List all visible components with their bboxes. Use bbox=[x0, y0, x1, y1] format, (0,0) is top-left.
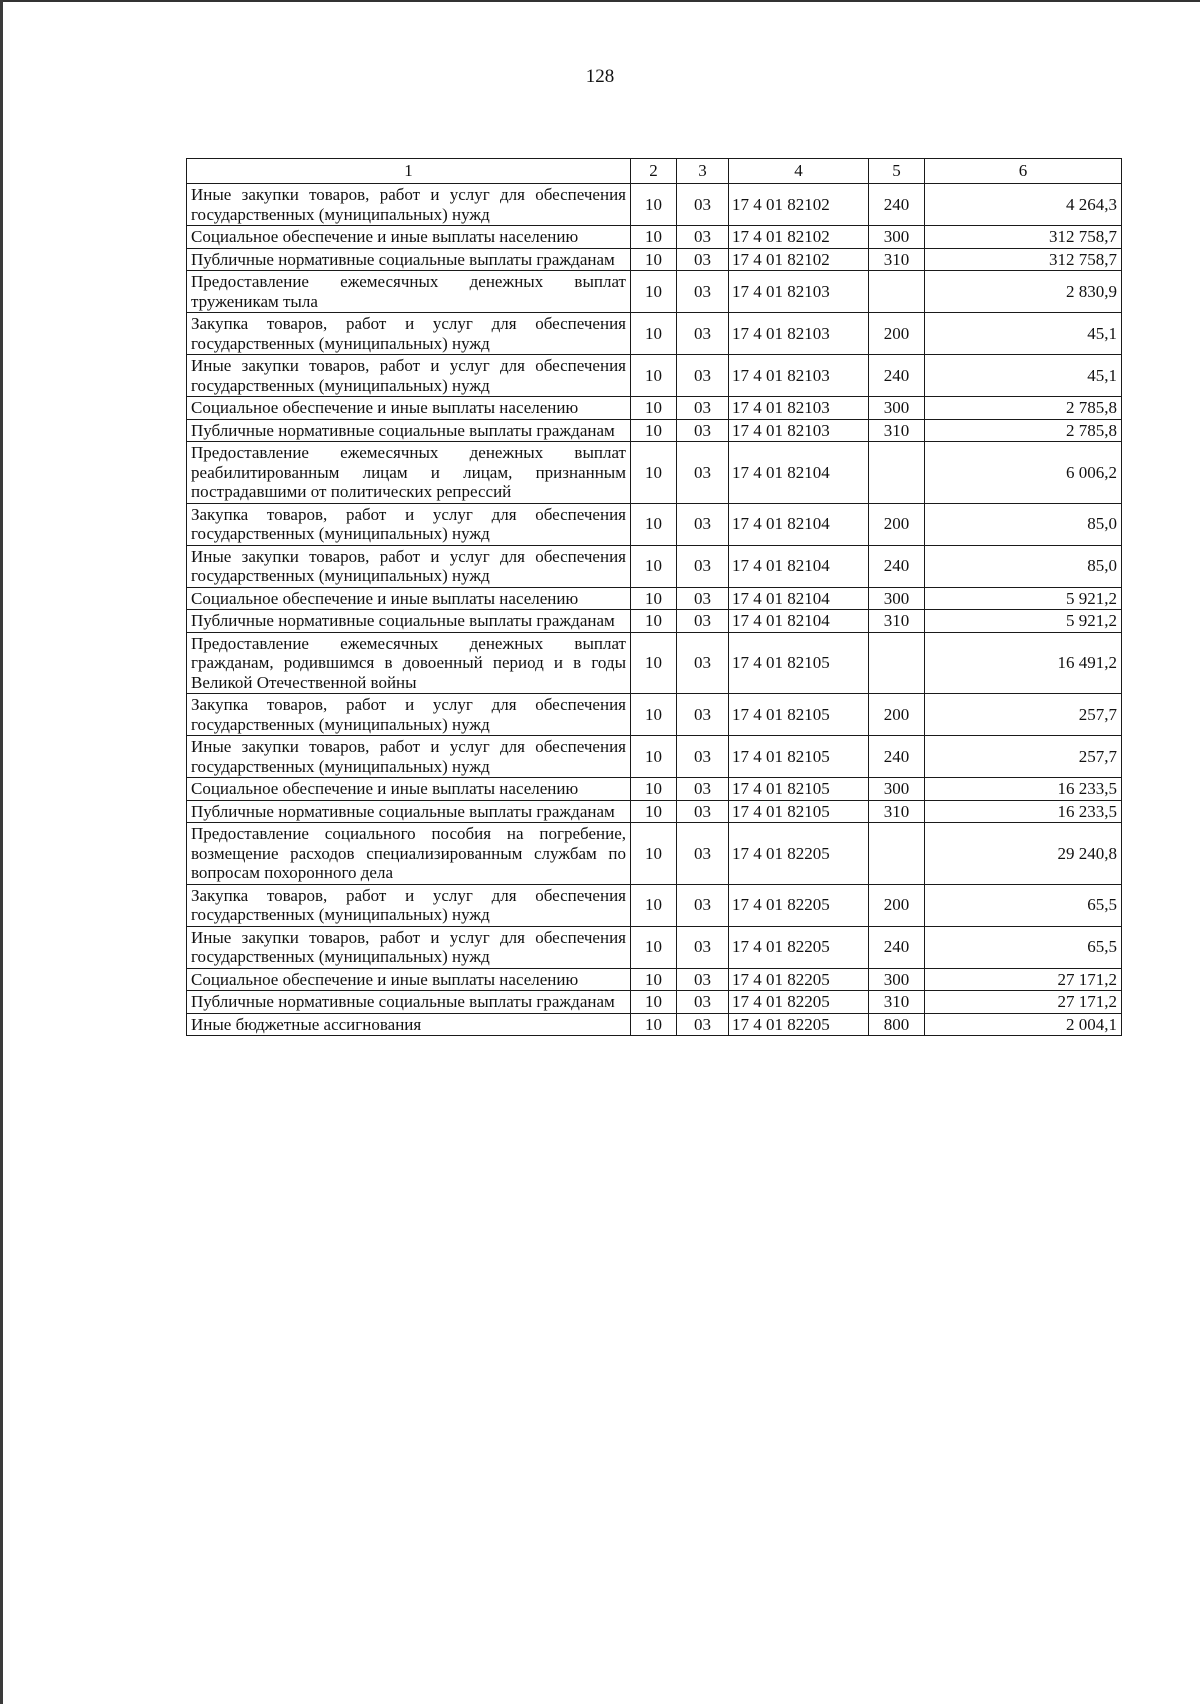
row-amount-cell: 27 171,2 bbox=[925, 968, 1122, 991]
row-col2-cell: 10 bbox=[631, 884, 677, 926]
row-col5-cell: 240 bbox=[869, 184, 925, 226]
row-col3-cell: 03 bbox=[677, 248, 729, 271]
row-col5-cell: 200 bbox=[869, 313, 925, 355]
budget-table bbox=[186, 158, 1122, 1036]
row-name-cell: Иные закупки товаров, работ и услуг для обеспечения государственных (муниципальных) нужд bbox=[187, 184, 631, 226]
table-row bbox=[187, 503, 1122, 545]
row-name-cell: Публичные нормативные социальные выплаты гражданам bbox=[187, 248, 631, 271]
table-row bbox=[187, 884, 1122, 926]
row-col3-cell: 03 bbox=[677, 823, 729, 885]
row-name-cell: Закупка товаров, работ и услуг для обеспечения государственных (муниципальных) нужд bbox=[187, 694, 631, 736]
row-col2-cell: 10 bbox=[631, 694, 677, 736]
row-amount-cell: 16 233,5 bbox=[925, 800, 1122, 823]
row-amount-cell: 27 171,2 bbox=[925, 991, 1122, 1014]
row-col3-cell: 03 bbox=[677, 271, 729, 313]
row-col3-cell: 03 bbox=[677, 694, 729, 736]
row-code-cell: 17 4 01 82105 bbox=[729, 800, 869, 823]
row-amount-cell: 85,0 bbox=[925, 503, 1122, 545]
row-col5-cell: 300 bbox=[869, 587, 925, 610]
row-amount-cell: 257,7 bbox=[925, 694, 1122, 736]
column-header-4: 4 bbox=[729, 159, 869, 184]
row-col5-cell: 300 bbox=[869, 397, 925, 420]
row-name-cell: Закупка товаров, работ и услуг для обеспечения государственных (муниципальных) нужд bbox=[187, 884, 631, 926]
row-code-cell: 17 4 01 82104 bbox=[729, 442, 869, 504]
row-col3-cell: 03 bbox=[677, 610, 729, 633]
row-amount-cell: 2 785,8 bbox=[925, 397, 1122, 420]
row-col2-cell: 10 bbox=[631, 545, 677, 587]
row-col5-cell: 300 bbox=[869, 968, 925, 991]
row-col3-cell: 03 bbox=[677, 884, 729, 926]
row-name-cell: Иные бюджетные ассигнования bbox=[187, 1013, 631, 1036]
row-amount-cell: 29 240,8 bbox=[925, 823, 1122, 885]
row-col2-cell: 10 bbox=[631, 778, 677, 801]
row-name-cell: Иные закупки товаров, работ и услуг для обеспечения государственных (муниципальных) нужд bbox=[187, 926, 631, 968]
column-header-1: 1 bbox=[187, 159, 631, 184]
row-col5-cell bbox=[869, 632, 925, 694]
table-row bbox=[187, 419, 1122, 442]
row-col3-cell: 03 bbox=[677, 800, 729, 823]
row-col3-cell: 03 bbox=[677, 442, 729, 504]
column-header-6: 6 bbox=[925, 159, 1122, 184]
row-code-cell: 17 4 01 82103 bbox=[729, 355, 869, 397]
table-row bbox=[187, 800, 1122, 823]
row-name-cell: Иные закупки товаров, работ и услуг для обеспечения государственных (муниципальных) нужд bbox=[187, 355, 631, 397]
row-code-cell: 17 4 01 82104 bbox=[729, 503, 869, 545]
table-body bbox=[187, 184, 1122, 1036]
row-col2-cell: 10 bbox=[631, 968, 677, 991]
row-col5-cell: 200 bbox=[869, 503, 925, 545]
row-amount-cell: 4 264,3 bbox=[925, 184, 1122, 226]
table-row bbox=[187, 442, 1122, 504]
row-col3-cell: 03 bbox=[677, 313, 729, 355]
row-code-cell: 17 4 01 82102 bbox=[729, 184, 869, 226]
row-col3-cell: 03 bbox=[677, 587, 729, 610]
scan-left-border bbox=[0, 0, 3, 1704]
row-amount-cell: 5 921,2 bbox=[925, 587, 1122, 610]
table-row bbox=[187, 313, 1122, 355]
row-col3-cell: 03 bbox=[677, 545, 729, 587]
row-col2-cell: 10 bbox=[631, 610, 677, 633]
row-code-cell: 17 4 01 82105 bbox=[729, 778, 869, 801]
row-name-cell: Публичные нормативные социальные выплаты гражданам bbox=[187, 991, 631, 1014]
row-name-cell: Закупка товаров, работ и услуг для обеспечения государственных (муниципальных) нужд bbox=[187, 503, 631, 545]
row-amount-cell: 6 006,2 bbox=[925, 442, 1122, 504]
table-row bbox=[187, 355, 1122, 397]
row-code-cell: 17 4 01 82103 bbox=[729, 419, 869, 442]
row-code-cell: 17 4 01 82103 bbox=[729, 397, 869, 420]
table-row bbox=[187, 1013, 1122, 1036]
column-header-2: 2 bbox=[631, 159, 677, 184]
table-row bbox=[187, 248, 1122, 271]
row-code-cell: 17 4 01 82104 bbox=[729, 545, 869, 587]
row-amount-cell: 85,0 bbox=[925, 545, 1122, 587]
row-col5-cell: 240 bbox=[869, 545, 925, 587]
row-col2-cell: 10 bbox=[631, 419, 677, 442]
row-col5-cell: 200 bbox=[869, 694, 925, 736]
row-amount-cell: 2 830,9 bbox=[925, 271, 1122, 313]
row-col3-cell: 03 bbox=[677, 1013, 729, 1036]
row-col2-cell: 10 bbox=[631, 184, 677, 226]
row-name-cell: Социальное обеспечение и иные выплаты населению bbox=[187, 778, 631, 801]
table-row bbox=[187, 823, 1122, 885]
row-col2-cell: 10 bbox=[631, 226, 677, 249]
row-name-cell: Социальное обеспечение и иные выплаты населению bbox=[187, 226, 631, 249]
row-code-cell: 17 4 01 82205 bbox=[729, 884, 869, 926]
row-code-cell: 17 4 01 82104 bbox=[729, 610, 869, 633]
row-col5-cell: 200 bbox=[869, 884, 925, 926]
row-amount-cell: 45,1 bbox=[925, 355, 1122, 397]
row-col5-cell: 300 bbox=[869, 226, 925, 249]
row-col5-cell: 800 bbox=[869, 1013, 925, 1036]
row-col2-cell: 10 bbox=[631, 632, 677, 694]
row-col5-cell bbox=[869, 442, 925, 504]
row-col2-cell: 10 bbox=[631, 736, 677, 778]
row-col5-cell: 310 bbox=[869, 991, 925, 1014]
row-amount-cell: 16 233,5 bbox=[925, 778, 1122, 801]
row-name-cell: Социальное обеспечение и иные выплаты населению bbox=[187, 587, 631, 610]
row-name-cell: Предоставление ежемесячных денежных выплат труженикам тыла bbox=[187, 271, 631, 313]
header-row bbox=[187, 159, 1122, 184]
row-col2-cell: 10 bbox=[631, 313, 677, 355]
row-name-cell: Публичные нормативные социальные выплаты гражданам bbox=[187, 610, 631, 633]
row-col3-cell: 03 bbox=[677, 355, 729, 397]
row-name-cell: Социальное обеспечение и иные выплаты населению bbox=[187, 397, 631, 420]
row-amount-cell: 312 758,7 bbox=[925, 248, 1122, 271]
row-code-cell: 17 4 01 82205 bbox=[729, 991, 869, 1014]
row-name-cell: Публичные нормативные социальные выплаты гражданам bbox=[187, 800, 631, 823]
row-col5-cell: 240 bbox=[869, 355, 925, 397]
row-col5-cell: 310 bbox=[869, 800, 925, 823]
row-name-cell: Публичные нормативные социальные выплаты гражданам bbox=[187, 419, 631, 442]
row-amount-cell: 16 491,2 bbox=[925, 632, 1122, 694]
row-code-cell: 17 4 01 82104 bbox=[729, 587, 869, 610]
row-col5-cell: 300 bbox=[869, 778, 925, 801]
table-row bbox=[187, 397, 1122, 420]
row-col5-cell bbox=[869, 271, 925, 313]
row-col3-cell: 03 bbox=[677, 926, 729, 968]
row-code-cell: 17 4 01 82105 bbox=[729, 632, 869, 694]
table-row bbox=[187, 926, 1122, 968]
row-code-cell: 17 4 01 82205 bbox=[729, 823, 869, 885]
row-col2-cell: 10 bbox=[631, 926, 677, 968]
row-col2-cell: 10 bbox=[631, 587, 677, 610]
row-amount-cell: 65,5 bbox=[925, 884, 1122, 926]
row-name-cell: Предоставление ежемесячных денежных выплат реабилитированным лицам и лицам, признанным пострадавшими от политических репрессий bbox=[187, 442, 631, 504]
column-header-5: 5 bbox=[869, 159, 925, 184]
row-col3-cell: 03 bbox=[677, 503, 729, 545]
row-col5-cell: 310 bbox=[869, 419, 925, 442]
row-col3-cell: 03 bbox=[677, 968, 729, 991]
table-row bbox=[187, 184, 1122, 226]
row-col3-cell: 03 bbox=[677, 226, 729, 249]
row-col2-cell: 10 bbox=[631, 248, 677, 271]
row-col5-cell: 310 bbox=[869, 248, 925, 271]
row-code-cell: 17 4 01 82102 bbox=[729, 248, 869, 271]
row-name-cell: Закупка товаров, работ и услуг для обеспечения государственных (муниципальных) нужд bbox=[187, 313, 631, 355]
row-amount-cell: 45,1 bbox=[925, 313, 1122, 355]
row-col3-cell: 03 bbox=[677, 419, 729, 442]
row-col2-cell: 10 bbox=[631, 503, 677, 545]
row-code-cell: 17 4 01 82102 bbox=[729, 226, 869, 249]
row-amount-cell: 2 785,8 bbox=[925, 419, 1122, 442]
row-amount-cell: 5 921,2 bbox=[925, 610, 1122, 633]
table-row bbox=[187, 968, 1122, 991]
table-header bbox=[187, 159, 1122, 184]
table-row bbox=[187, 632, 1122, 694]
table-row bbox=[187, 271, 1122, 313]
row-code-cell: 17 4 01 82205 bbox=[729, 926, 869, 968]
row-code-cell: 17 4 01 82205 bbox=[729, 968, 869, 991]
row-col3-cell: 03 bbox=[677, 778, 729, 801]
row-code-cell: 17 4 01 82205 bbox=[729, 1013, 869, 1036]
row-col5-cell: 310 bbox=[869, 610, 925, 633]
table-row bbox=[187, 991, 1122, 1014]
row-code-cell: 17 4 01 82103 bbox=[729, 271, 869, 313]
row-amount-cell: 257,7 bbox=[925, 736, 1122, 778]
row-col2-cell: 10 bbox=[631, 1013, 677, 1036]
row-col2-cell: 10 bbox=[631, 271, 677, 313]
row-col3-cell: 03 bbox=[677, 184, 729, 226]
table-row bbox=[187, 226, 1122, 249]
table-row bbox=[187, 587, 1122, 610]
row-col3-cell: 03 bbox=[677, 397, 729, 420]
table-row bbox=[187, 694, 1122, 736]
row-code-cell: 17 4 01 82105 bbox=[729, 736, 869, 778]
row-code-cell: 17 4 01 82103 bbox=[729, 313, 869, 355]
row-name-cell: Предоставление ежемесячных денежных выплат гражданам, родившимся в довоенный период и в годы Великой Отечественной войны bbox=[187, 632, 631, 694]
table-row bbox=[187, 610, 1122, 633]
row-col2-cell: 10 bbox=[631, 800, 677, 823]
row-col2-cell: 10 bbox=[631, 397, 677, 420]
row-name-cell: Иные закупки товаров, работ и услуг для обеспечения государственных (муниципальных) нужд bbox=[187, 736, 631, 778]
row-name-cell: Социальное обеспечение и иные выплаты населению bbox=[187, 968, 631, 991]
table-row bbox=[187, 778, 1122, 801]
row-amount-cell: 312 758,7 bbox=[925, 226, 1122, 249]
row-col3-cell: 03 bbox=[677, 991, 729, 1014]
row-col3-cell: 03 bbox=[677, 736, 729, 778]
row-col2-cell: 10 bbox=[631, 991, 677, 1014]
row-code-cell: 17 4 01 82105 bbox=[729, 694, 869, 736]
row-col2-cell: 10 bbox=[631, 442, 677, 504]
column-header-3: 3 bbox=[677, 159, 729, 184]
page-number: 128 bbox=[585, 66, 615, 87]
row-name-cell: Иные закупки товаров, работ и услуг для обеспечения государственных (муниципальных) нужд bbox=[187, 545, 631, 587]
row-amount-cell: 2 004,1 bbox=[925, 1013, 1122, 1036]
row-col3-cell: 03 bbox=[677, 632, 729, 694]
row-name-cell: Предоставление социального пособия на погребение, возмещение расходов специализированным службам по вопросам похоронного дела bbox=[187, 823, 631, 885]
row-amount-cell: 65,5 bbox=[925, 926, 1122, 968]
row-col5-cell bbox=[869, 823, 925, 885]
scan-top-border bbox=[0, 0, 1200, 2]
table-row bbox=[187, 545, 1122, 587]
row-col5-cell: 240 bbox=[869, 926, 925, 968]
table-row bbox=[187, 736, 1122, 778]
row-col5-cell: 240 bbox=[869, 736, 925, 778]
row-col2-cell: 10 bbox=[631, 823, 677, 885]
row-col2-cell: 10 bbox=[631, 355, 677, 397]
